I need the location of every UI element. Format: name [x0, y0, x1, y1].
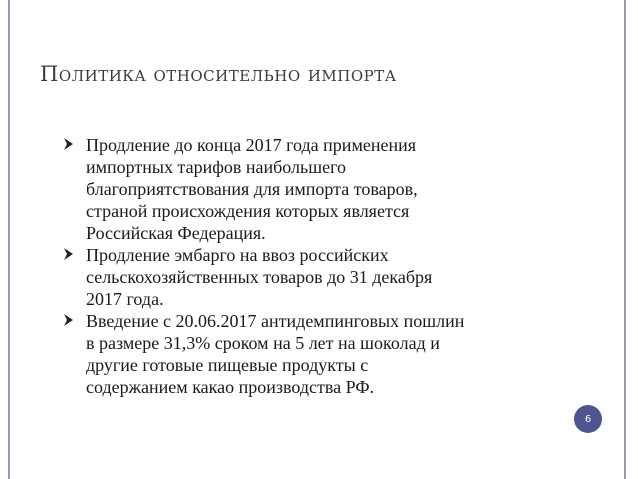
bullet-text: Продление до конца 2017 года применения импортных тарифов наибольшего благоприятствования для импорта товаров, страной происхождения которых является Российская Федерация.	[86, 135, 418, 243]
page-number: 6	[584, 413, 592, 425]
bullet-item	[62, 134, 542, 244]
bullet-item	[62, 244, 542, 310]
arrowhead-bullet-icon	[62, 135, 76, 153]
bullet-text: Введение с 20.06.2017 антидемпинговых пошлин в размере 31,3% сроком на 5 лет на шоколад и другие готовые пищевые продукты с содержанием какао производства РФ.	[86, 311, 465, 397]
bullet-item	[62, 310, 542, 398]
slide-title	[40, 62, 397, 86]
slide-title-first-letter: П	[40, 62, 59, 86]
arrowhead-bullet-icon	[62, 311, 76, 329]
arrowhead-bullet-icon	[62, 245, 76, 263]
bullet-list	[62, 134, 542, 398]
slide-title-rest: олитика относительно импорта	[58, 62, 397, 86]
bullet-text: Продление эмбарго на ввоз российских сельскохозяйственных товаров до 31 декабря 2017 года.	[86, 245, 433, 309]
page-number-badge	[574, 405, 602, 433]
